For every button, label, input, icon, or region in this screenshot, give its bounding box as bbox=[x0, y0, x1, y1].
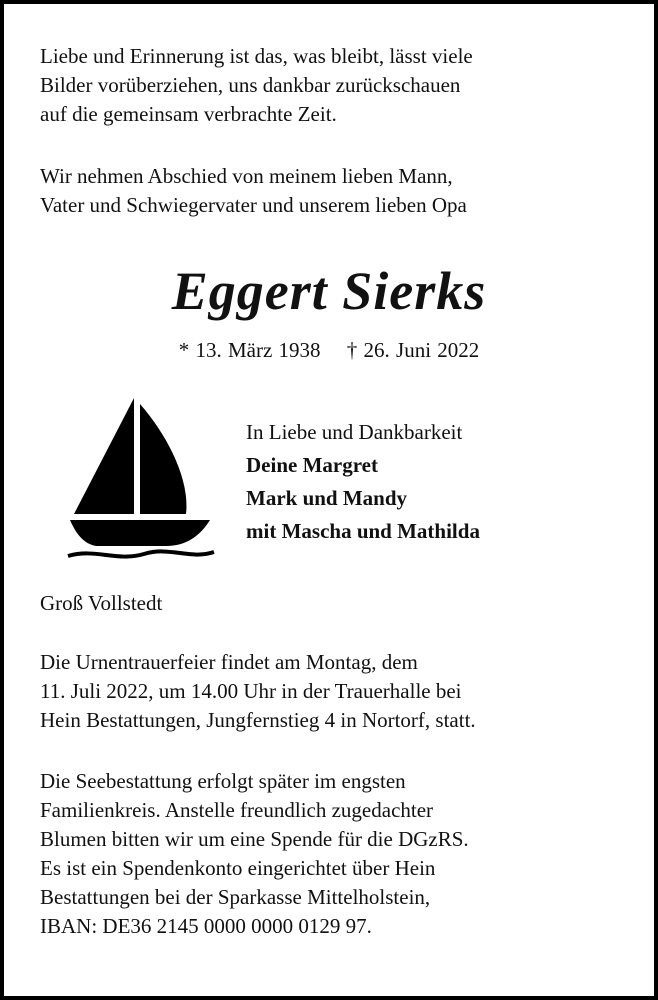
intro-line: Bilder vorüberziehen, uns dankbar zurückschauen bbox=[40, 73, 461, 97]
ceremony-line: Die Urnentrauerfeier findet am Montag, dem bbox=[40, 650, 418, 674]
ceremony-line: 11. Juli 2022, um 14.00 Uhr in der Trauerhalle bei bbox=[40, 679, 462, 703]
fore-sail bbox=[140, 404, 186, 514]
birth-date: * 13. März 1938 bbox=[178, 338, 321, 362]
family-member: Deine Margret bbox=[246, 453, 378, 477]
burial-line: Die Seebestattung erfolgt später im engsten bbox=[40, 769, 406, 793]
burial-line: IBAN: DE36 2145 0000 0000 0129 97. bbox=[40, 914, 372, 938]
family-signature bbox=[246, 416, 480, 548]
water-wave bbox=[68, 551, 214, 556]
burial-line: Familienkreis. Anstelle freundlich zugedachter bbox=[40, 798, 434, 822]
burial-line: Blumen bitten wir um eine Spende für die DGzRS. bbox=[40, 827, 469, 851]
death-date: † 26. Juni 2022 bbox=[346, 338, 480, 362]
intro-verse bbox=[40, 42, 473, 129]
family-intro: In Liebe und Dankbarkeit bbox=[246, 420, 463, 444]
ceremony-notice bbox=[40, 648, 476, 735]
deceased-name: Eggert Sierks bbox=[171, 261, 487, 321]
ceremony-line: Hein Bestattungen, Jungfernstieg 4 in Nortorf, statt. bbox=[40, 708, 476, 732]
farewell-line: Wir nehmen Abschied von meinem lieben Mann, bbox=[40, 164, 453, 188]
main-sail bbox=[74, 398, 134, 514]
burial-line: Es ist ein Spendenkonto eingerichtet über Hein bbox=[40, 856, 436, 880]
hull bbox=[70, 520, 210, 546]
farewell-text bbox=[40, 162, 467, 220]
intro-line: Liebe und Erinnerung ist das, was bleibt, lässt viele bbox=[40, 44, 473, 68]
sailboat-icon bbox=[66, 396, 216, 564]
burial-line: Bestattungen bei der Sparkasse Mittelholstein, bbox=[40, 885, 431, 909]
life-dates bbox=[0, 338, 658, 363]
family-member: Mark und Mandy bbox=[246, 486, 408, 510]
burial-notice bbox=[40, 767, 469, 941]
place-name: Groß Vollstedt bbox=[40, 591, 163, 615]
intro-line: auf die gemeinsam verbrachte Zeit. bbox=[40, 102, 337, 126]
family-member: mit Mascha und Mathilda bbox=[246, 519, 480, 543]
farewell-line: Vater und Schwiegervater und unserem lieben Opa bbox=[40, 193, 467, 217]
